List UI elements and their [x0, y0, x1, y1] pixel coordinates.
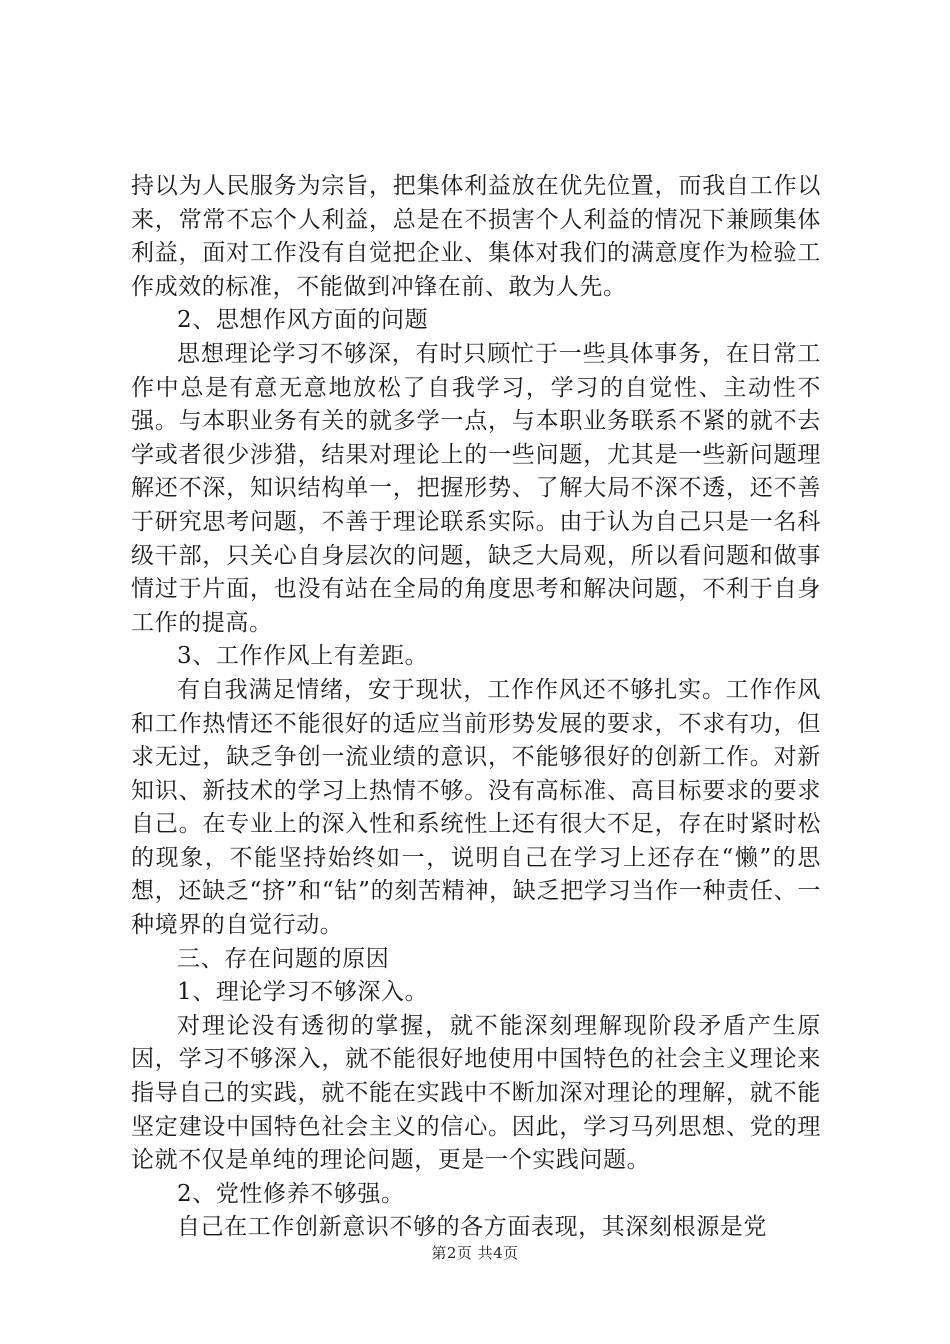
section-heading-work-style: 3、工作作风上有差距。	[177, 643, 429, 670]
paragraph-party-spirit: 自己在工作创新意识不够的各方面表现，其深刻根源是党	[177, 1214, 767, 1241]
page-number: 第2页 共4页	[431, 1244, 519, 1262]
section-heading-theory-study: 1、理论学习不够深入。	[177, 979, 429, 1006]
paragraph-thought-style: 思想理论学习不够深，有时只顾忙于一些具体事务，在日常工作中总是有意无意地放松了自我学习，学习的自觉性、主动性不强。与本职业务有关的就多学一点，与本职业务联系不紧的就不去学或者很少涉猎，结果对理论上的一些问题，尤其是一些新问题理解还不深，知识结构单一，把握形势、了解大局不深不透，还不善于研究思考问题，不善于理论联系实际。由于认为自己只是一名科级干部，只关心自身层次的问题，缺乏大局观，所以看问题和做事情过于片面，也没有站在全局的角度思考和解决问题，不利于自身工作的提高。	[131, 340, 821, 636]
paragraph-work-style: 有自我满足情绪，安于现状，工作作风还不够扎实。工作作风和工作热情还不能很好的适应当前形势发展的要求，不求有功，但求无过，缺乏争创一流业绩的意识，不能够很好的创新工作。对新知识、新技术的学习上热情不够。没有高标准、高目标要求的要求自己。在专业上的深入性和系统性上还有很大不足，存在时紧时松的现象，不能坚持始终如一，说明自己在学习上还存在“懒”的思想，还缺乏“挤”和“钻”的刻苦精神，缺乏把学习当作一种责任、一种境界的自觉行动。	[131, 676, 821, 939]
paragraph-theory-study: 对理论没有透彻的掌握，就不能深刻理解现阶段矛盾产生原因，学习不够深入，就不能很好地使用中国特色的社会主义理论来指导自己的实践，就不能在实践中不断加深对理论的理解，就不能坚定建设中国特色社会主义的信心。因此，学习马列思想、党的理论就不仅是单纯的理论问题，更是一个实践问题。	[131, 1012, 821, 1174]
paragraph-continuation: 持以为人民服务为宗旨，把集体利益放在优先位置，而我自工作以来，常常不忘个人利益，总是在不损害个人利益的情况下兼顾集体利益，面对工作没有自觉把企业、集体对我们的满意度作为检验工作成效的标准，不能做到冲锋在前、敢为人先。	[131, 173, 821, 300]
document-body	[131, 170, 821, 1245]
section-heading-party-spirit: 2、党性修养不够强。	[177, 1180, 405, 1207]
page-footer	[0, 1243, 950, 1263]
section-heading-causes: 三、存在问题的原因	[177, 945, 390, 972]
section-heading-thought-style: 2、思想作风方面的问题	[177, 307, 429, 334]
